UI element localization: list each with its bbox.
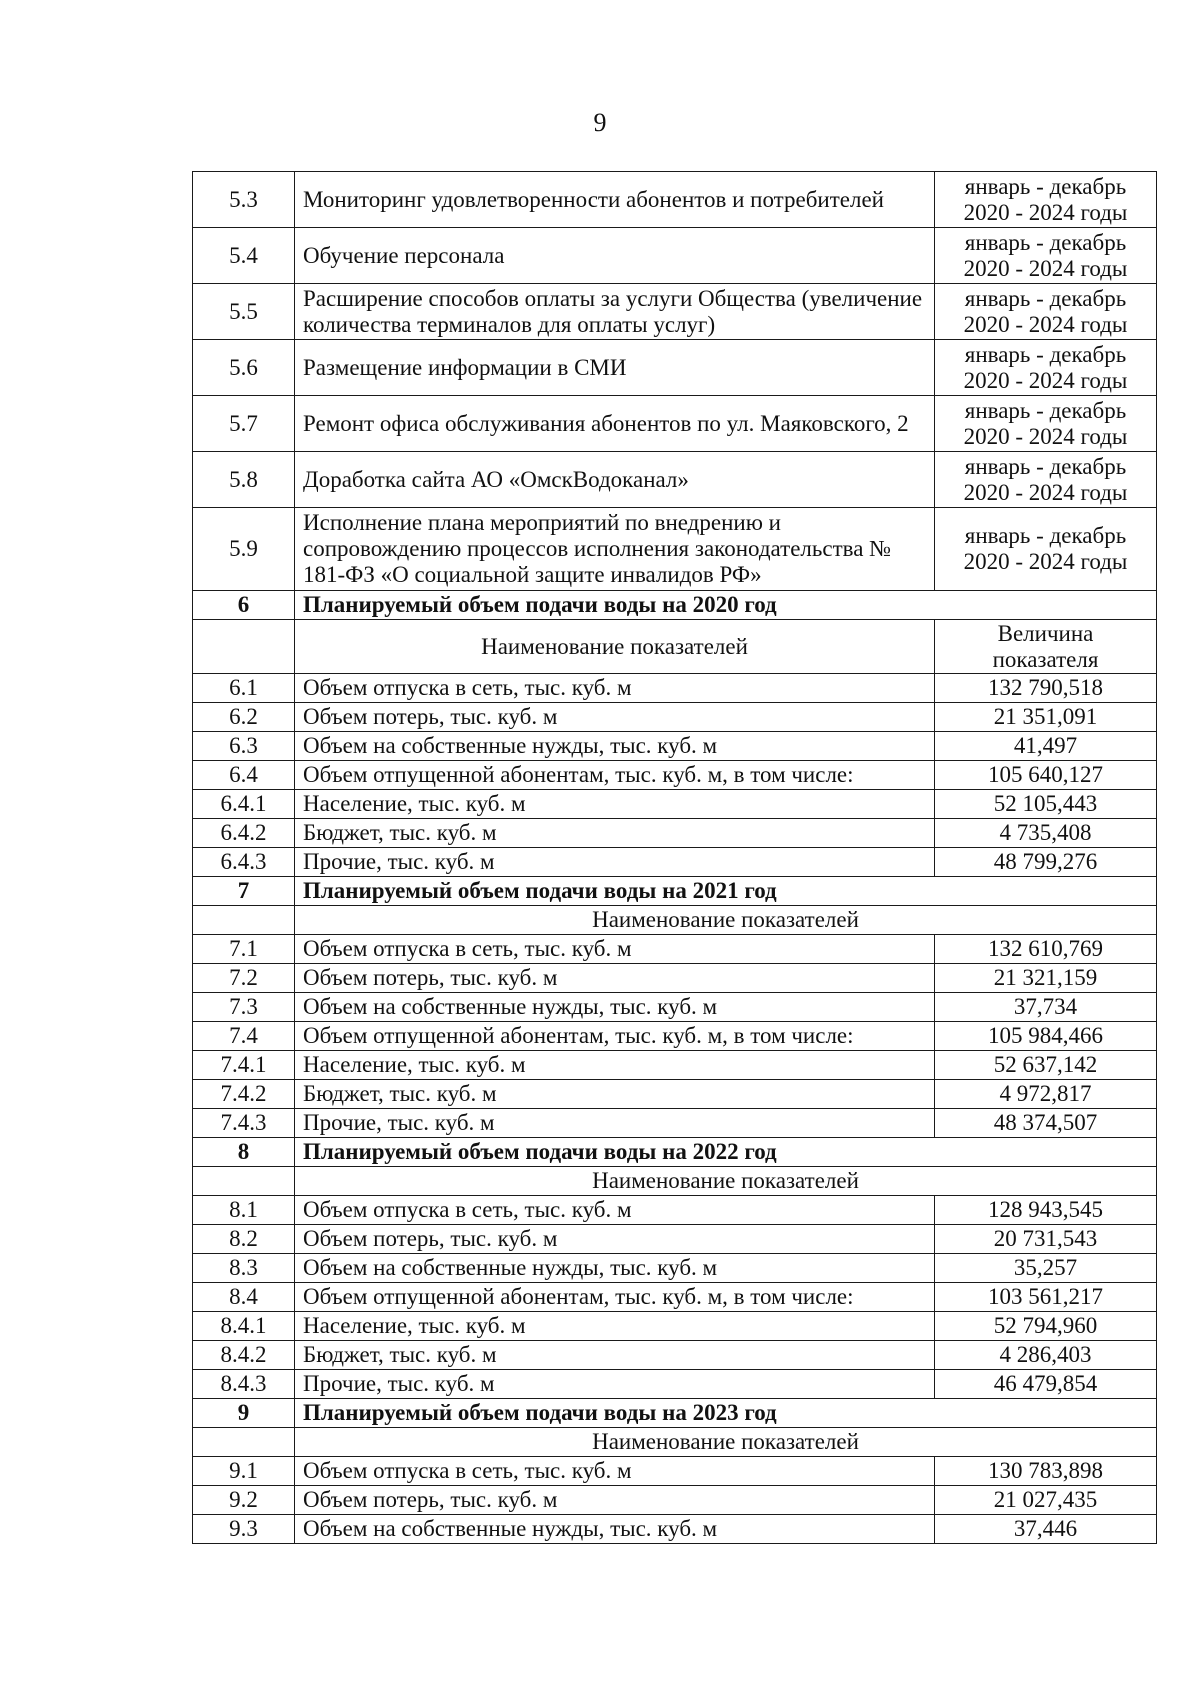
- section-heading-row: [193, 1399, 1157, 1428]
- table-row: [193, 1283, 1157, 1312]
- table-row: [193, 1225, 1157, 1254]
- table-row: [193, 703, 1157, 732]
- row-number: 5.3: [193, 172, 295, 228]
- indicator-name: Население, тыс. куб. м: [295, 1051, 935, 1080]
- empty-cell: [193, 620, 295, 674]
- plan-table: [192, 171, 1157, 1544]
- table-row: [193, 1022, 1157, 1051]
- task-name: Ремонт офиса обслуживания абонентов по ул. Маяковского, 2: [295, 396, 935, 452]
- indicator-value: 103 561,217: [935, 1283, 1157, 1312]
- indicator-name: Прочие, тыс. куб. м: [295, 1370, 935, 1399]
- indicator-name: Бюджет, тыс. куб. м: [295, 1080, 935, 1109]
- indicator-name: Объем на собственные нужды, тыс. куб. м: [295, 732, 935, 761]
- indicator-value: 35,257: [935, 1254, 1157, 1283]
- table-row: [193, 172, 1157, 228]
- indicator-name: Объем отпущенной абонентам, тыс. куб. м, в том числе:: [295, 761, 935, 790]
- section-heading-row: [193, 591, 1157, 620]
- indicator-name-header: Наименование показателей: [295, 1167, 1157, 1196]
- task-name: Расширение способов оплаты за услуги Общества (увеличение количества терминалов для оплаты услуг): [295, 284, 935, 340]
- table-row: [193, 761, 1157, 790]
- row-number: 7.3: [193, 993, 295, 1022]
- empty-cell: [193, 1167, 295, 1196]
- table-row: [193, 964, 1157, 993]
- indicator-name: Прочие, тыс. куб. м: [295, 1109, 935, 1138]
- task-name: Доработка сайта АО «ОмскВодоканал»: [295, 452, 935, 508]
- indicator-name: Объем потерь, тыс. куб. м: [295, 1486, 935, 1515]
- task-period: январь - декабрь 2020 - 2024 годы: [935, 228, 1157, 284]
- indicator-name-header: Наименование показателей: [295, 620, 935, 674]
- table-row: [193, 790, 1157, 819]
- indicator-value: 132 610,769: [935, 935, 1157, 964]
- column-header-row: [193, 620, 1157, 674]
- task-name: Исполнение плана мероприятий по внедрению и сопровождению процессов исполнения законодательства № 181-ФЗ «О социальной защите инвалидов РФ»: [295, 508, 935, 591]
- indicator-value: 48 799,276: [935, 848, 1157, 877]
- section-title: Планируемый объем подачи воды на 2022 год: [295, 1138, 1157, 1167]
- row-number: 7.4: [193, 1022, 295, 1051]
- task-period: январь - декабрь 2020 - 2024 годы: [935, 508, 1157, 591]
- indicator-name-header: Наименование показателей: [295, 1428, 1157, 1457]
- indicator-value: 41,497: [935, 732, 1157, 761]
- row-number: 9.3: [193, 1515, 295, 1544]
- row-number: 5.7: [193, 396, 295, 452]
- indicator-value: 46 479,854: [935, 1370, 1157, 1399]
- indicator-name: Объем на собственные нужды, тыс. куб. м: [295, 1254, 935, 1283]
- table-row: [193, 993, 1157, 1022]
- indicator-name: Объем отпущенной абонентам, тыс. куб. м, в том числе:: [295, 1283, 935, 1312]
- indicator-value: 105 640,127: [935, 761, 1157, 790]
- indicator-name: Объем потерь, тыс. куб. м: [295, 703, 935, 732]
- indicator-name: Объем отпуска в сеть, тыс. куб. м: [295, 674, 935, 703]
- indicator-value: 52 637,142: [935, 1051, 1157, 1080]
- row-number: 8.4.3: [193, 1370, 295, 1399]
- column-header-row: [193, 1428, 1157, 1457]
- row-number: 6.4.2: [193, 819, 295, 848]
- row-number: 8.4.2: [193, 1341, 295, 1370]
- table-row: [193, 1515, 1157, 1544]
- table-row: [193, 1109, 1157, 1138]
- row-number: 8.1: [193, 1196, 295, 1225]
- indicator-name: Объем отпущенной абонентам, тыс. куб. м, в том числе:: [295, 1022, 935, 1051]
- row-number: 7.4.1: [193, 1051, 295, 1080]
- row-number: 6.2: [193, 703, 295, 732]
- indicator-value: 4 972,817: [935, 1080, 1157, 1109]
- indicator-value: 21 027,435: [935, 1486, 1157, 1515]
- table-row: [193, 396, 1157, 452]
- task-name: Обучение персонала: [295, 228, 935, 284]
- table-row: [193, 284, 1157, 340]
- table-row: [193, 340, 1157, 396]
- row-number: 7.1: [193, 935, 295, 964]
- table-row: [193, 935, 1157, 964]
- empty-cell: [193, 906, 295, 935]
- indicator-name-header: Наименование показателей: [295, 906, 1157, 935]
- row-number: 5.4: [193, 228, 295, 284]
- section-title: Планируемый объем подачи воды на 2020 год: [295, 591, 1157, 620]
- indicator-name: Объем потерь, тыс. куб. м: [295, 964, 935, 993]
- indicator-value: 130 783,898: [935, 1457, 1157, 1486]
- empty-cell: [193, 1428, 295, 1457]
- table-row: [193, 452, 1157, 508]
- indicator-name: Объем на собственные нужды, тыс. куб. м: [295, 993, 935, 1022]
- indicator-value: 52 105,443: [935, 790, 1157, 819]
- table-row: [193, 819, 1157, 848]
- task-period: январь - декабрь 2020 - 2024 годы: [935, 284, 1157, 340]
- task-name: Размещение информации в СМИ: [295, 340, 935, 396]
- indicator-name: Бюджет, тыс. куб. м: [295, 1341, 935, 1370]
- row-number: 7.4.2: [193, 1080, 295, 1109]
- table-row: [193, 732, 1157, 761]
- table-row: [193, 1080, 1157, 1109]
- table-row: [193, 1196, 1157, 1225]
- table-row: [193, 1486, 1157, 1515]
- indicator-name: Население, тыс. куб. м: [295, 790, 935, 819]
- table-row: [193, 1051, 1157, 1080]
- row-number: 8.3: [193, 1254, 295, 1283]
- indicator-value: 48 374,507: [935, 1109, 1157, 1138]
- table-row: [193, 674, 1157, 703]
- indicator-value: 21 351,091: [935, 703, 1157, 732]
- table-row: [193, 1370, 1157, 1399]
- indicator-value: 37,446: [935, 1515, 1157, 1544]
- indicator-value: 105 984,466: [935, 1022, 1157, 1051]
- row-number: 7.4.3: [193, 1109, 295, 1138]
- row-number: 7.2: [193, 964, 295, 993]
- indicator-name: Объем отпуска в сеть, тыс. куб. м: [295, 1457, 935, 1486]
- task-period: январь - декабрь 2020 - 2024 годы: [935, 340, 1157, 396]
- indicator-value-header: Величина показателя: [935, 620, 1157, 674]
- indicator-name: Объем отпуска в сеть, тыс. куб. м: [295, 1196, 935, 1225]
- table-row: [193, 508, 1157, 591]
- indicator-value: 20 731,543: [935, 1225, 1157, 1254]
- table-row: [193, 1254, 1157, 1283]
- row-number: 6.1: [193, 674, 295, 703]
- indicator-value: 132 790,518: [935, 674, 1157, 703]
- section-title: Планируемый объем подачи воды на 2021 год: [295, 877, 1157, 906]
- section-heading-row: [193, 877, 1157, 906]
- row-number: 8.4.1: [193, 1312, 295, 1341]
- indicator-name: Объем отпуска в сеть, тыс. куб. м: [295, 935, 935, 964]
- row-number: 6.4: [193, 761, 295, 790]
- table-row: [193, 1457, 1157, 1486]
- indicator-name: Объем на собственные нужды, тыс. куб. м: [295, 1515, 935, 1544]
- task-period: январь - декабрь 2020 - 2024 годы: [935, 396, 1157, 452]
- section-title: Планируемый объем подачи воды на 2023 год: [295, 1399, 1157, 1428]
- task-name: Мониторинг удовлетворенности абонентов и потребителей: [295, 172, 935, 228]
- row-number: 5.6: [193, 340, 295, 396]
- table-row: [193, 848, 1157, 877]
- page-number: 9: [593, 108, 607, 137]
- task-period: январь - декабрь 2020 - 2024 годы: [935, 172, 1157, 228]
- indicator-value: 37,734: [935, 993, 1157, 1022]
- section-number: 6: [193, 591, 295, 620]
- row-number: 8.2: [193, 1225, 295, 1254]
- table-row: [193, 228, 1157, 284]
- section-number: 9: [193, 1399, 295, 1428]
- task-period: январь - декабрь 2020 - 2024 годы: [935, 452, 1157, 508]
- column-header-row: [193, 1167, 1157, 1196]
- section-heading-row: [193, 1138, 1157, 1167]
- indicator-value: 21 321,159: [935, 964, 1157, 993]
- indicator-name: Бюджет, тыс. куб. м: [295, 819, 935, 848]
- row-number: 6.4.1: [193, 790, 295, 819]
- row-number: 9.2: [193, 1486, 295, 1515]
- column-header-row: [193, 906, 1157, 935]
- indicator-value: 128 943,545: [935, 1196, 1157, 1225]
- row-number: 6.3: [193, 732, 295, 761]
- row-number: 9.1: [193, 1457, 295, 1486]
- section-number: 7: [193, 877, 295, 906]
- row-number: 8.4: [193, 1283, 295, 1312]
- table-row: [193, 1341, 1157, 1370]
- section-number: 8: [193, 1138, 295, 1167]
- row-number: 5.8: [193, 452, 295, 508]
- table-row: [193, 1312, 1157, 1341]
- indicator-name: Прочие, тыс. куб. м: [295, 848, 935, 877]
- indicator-value: 4 286,403: [935, 1341, 1157, 1370]
- row-number: 6.4.3: [193, 848, 295, 877]
- row-number: 5.5: [193, 284, 295, 340]
- indicator-value: 4 735,408: [935, 819, 1157, 848]
- indicator-value: 52 794,960: [935, 1312, 1157, 1341]
- row-number: 5.9: [193, 508, 295, 591]
- indicator-name: Объем потерь, тыс. куб. м: [295, 1225, 935, 1254]
- indicator-name: Население, тыс. куб. м: [295, 1312, 935, 1341]
